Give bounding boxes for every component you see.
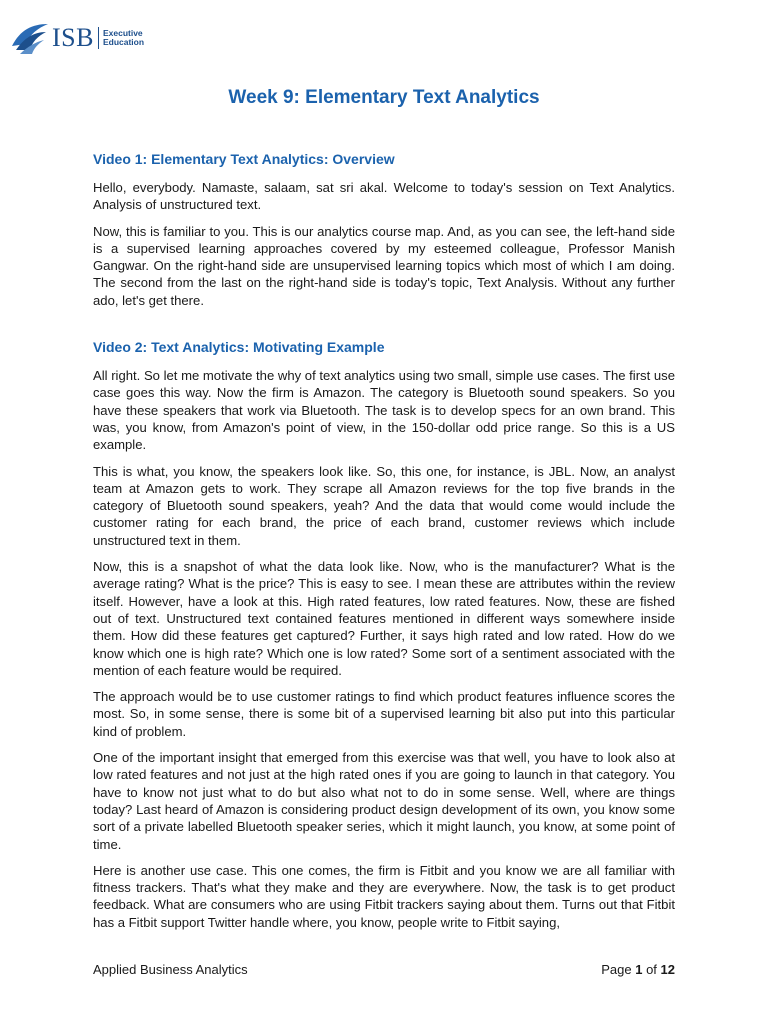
paragraph: All right. So let me motivate the why of text analytics using two small, simple use cases. The first use case goes this way. Now the firm is Amazon. The category is Bluetooth sound speakers. So you have these speakers that work via Bluetooth. The task is to develop specs for an own brand. This was, you know, from Amazon's point of view, in the 150-dollar odd price range. So this is a US example.	[93, 368, 675, 453]
isb-wing-icon	[10, 20, 50, 56]
page-footer	[93, 962, 675, 977]
footer-course-name: Applied Business Analytics	[93, 962, 248, 977]
logo-subtitle-line1: Executive	[102, 27, 143, 38]
page-current: 1	[635, 962, 643, 977]
section-heading-video-2: Video 2: Text Analytics: Motivating Example	[93, 339, 385, 356]
logo-subtitle	[103, 29, 144, 48]
paragraph: Now, this is a snapshot of what the data look like. Now, who is the manufacturer? What is the average rating? What is the price? This is easy to see. I mean these are attributes within the review itself. However, have a look at this. High rated features, low rated features. Now, these are fished out of text. Unstructured text contained features mentioned in different ways somewhere inside them. How did these features get captured? Further, it says high rated and low rated. How do we know which one is high rate? Which one is low rated? Some sort of a sentiment associated with the mention of each feature would be required.	[93, 559, 675, 678]
logo-subtitle-line2: Education	[102, 37, 145, 47]
paragraph: The approach would be to use customer ratings to find which product features influence scores the most. So, in some sense, there is some bit of a supervised learning bit also put into this particular kind of problem.	[93, 689, 675, 739]
paragraph: One of the important insight that emerged from this exercise was that well, you have to look also at low rated features and not just at the high rated ones if you are going to launch in that category. You have to know not just what to do but also what not to do in some sense. Well, where are things today? Last heard of Amazon is considering product design development of its own, you know some sort of a private labelled Bluetooth speaker series, which it might launch, you know, at some point of time.	[93, 750, 675, 852]
paragraph: This is what, you know, the speakers look like. So, this one, for instance, is JBL. Now, an analyst team at Amazon gets to work. They scrape all Amazon reviews for the top five brands in the category of Bluetooth sound speakers, yeah? And the data that would come would include the customer rating for each brand, the price of each brand, customer reviews which include unstructured text in them.	[93, 463, 675, 548]
section-heading-video-1: Video 1: Elementary Text Analytics: Overview	[93, 151, 395, 167]
page-total: 12	[660, 962, 675, 977]
page-number	[601, 962, 675, 977]
section-spacer	[93, 318, 675, 338]
document-title: Week 9: Elementary Text Analytics	[228, 87, 540, 108]
document-body	[93, 150, 675, 940]
paragraph: Hello, everybody. Namaste, salaam, sat sri akal. Welcome to today's session on Text Analytics. Analysis of unstructured text.	[93, 180, 675, 213]
isb-logo	[10, 20, 144, 56]
paragraph: Now, this is familiar to you. This is our analytics course map. And, as you can see, the left-hand side is a supervised learning approaches covered by my esteemed colleague, Professor Manish Gangwar. On the right-hand side are unsupervised learning topics which most of which I am doing. The second from the last on the right-hand side is today's topic, Text Analysis. Without any further ado, let's get there.	[93, 223, 675, 308]
paragraph: Here is another use case. This one comes, the firm is Fitbit and you know we are all familiar with fitness trackers. That's what they make and they are everywhere. Now, the task is to get product feedback. What are consumers who are using Fitbit trackers saying about them. Turns out that Fitbit has a Fitbit support Twitter handle where, you know, people write to Fitbit saying,	[93, 862, 675, 930]
logo-divider	[98, 27, 99, 49]
logo-wordmark: ISB	[52, 23, 94, 52]
page-of: of	[646, 962, 657, 977]
page-label: Page	[601, 962, 632, 977]
